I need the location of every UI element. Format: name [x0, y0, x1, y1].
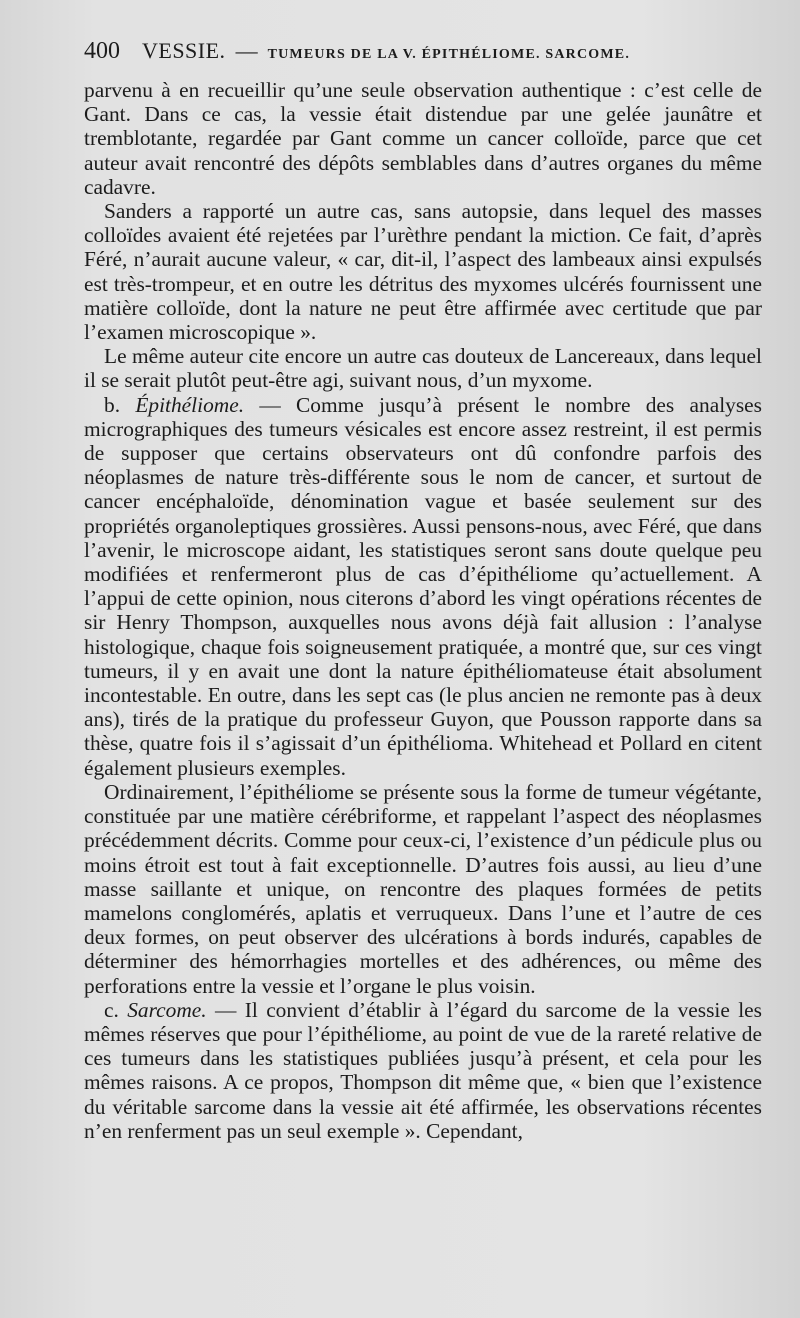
section-title: Sarcome. — [127, 997, 207, 1022]
running-title: VESSIE. — [142, 38, 226, 63]
page-number: 400 — [84, 38, 120, 64]
section-sarcome: c. Sarcome. — Il convient d’établir à l’égard du sarcome de la vessie les mêmes réserves que pour l’épithéliome, au point de vue de la rareté relative de ces tumeurs dans les statistiques publiées jusqu’à présent, et cela pour les mêmes raisons. A ce propos, Thompson dit même que, « bien que l’existence du véritable sarcome dans la vessie ait été affirmée, les observations récentes n’en renferment pas un seul exemple ». Cependant, — [84, 997, 762, 1143]
section-label: b. — [104, 392, 121, 417]
paragraph-sanders: Sanders a rapporté un autre cas, sans autopsie, dans lequel des masses colloïdes avaient été rejetées par l’urèthre pendant la miction. Ce fait, d’après Féré, n’aurait aucune valeur, « car, dit-il, l’aspect des lambeaux ainsi expulsés est très-trompeur, et en outre les détritus des myxomes ulcérés fournissent une matière colloïde, dont la nature ne peut être affirmée avec certitude que par l’examen microscopique ». — [84, 199, 762, 345]
paragraph-lancereaux: Le même auteur cite encore un autre cas douteux de Lancereaux, dans lequel il se serait plutôt peut-être agi, suivant nous, d’un myxome. — [84, 344, 762, 393]
body-text — [84, 78, 762, 1143]
section-title: Épithéliome. — [135, 392, 245, 417]
paragraph-continuation: parvenu à en recueillir qu’une seule observation authentique : c’est celle de Gant. Dans ce cas, la vessie était distendue par une gelée jaunâtre et tremblotante, regardée par Gant comme un cancer colloïde, parce que cet auteur avait rencontré des dépôts semblables dans d’autres organes du même cadavre. — [84, 78, 762, 199]
section-epitheliome: b. Épithéliome. — Comme jusqu’à présent le nombre des analyses micrographiques des tumeurs vésicales est encore assez restreint, il est permis de supposer que certains observateurs ont dû confondre parfois des néoplasmes de nature très-différente sous le nom de cancer, et surtout de cancer encéphaloïde, dénomination vague et basée seulement sur des propriétés organoleptiques grossières. Aussi pensons-nous, avec Féré, que dans l’avenir, le microscope aidant, les statistiques seront sans doute quelque peu modifiées et renfermeront plus de cas d’épithéliome qu’actuellement. A l’appui de cette opinion, nous citerons d’abord les vingt opérations récentes de sir Henry Thompson, auxquelles nous avons déjà fait allusion : l’analyse histologique, chaque fois soigneusement pratiquée, a montré que, sur ces vingt tumeurs, il y en avait une dont la nature épithéliomateuse était absolument incontestable. En outre, dans les sept cas (le plus ancien ne remonte pas à deux ans), tirés de la pratique du professeur Guyon, que Pousson rapporte dans sa thèse, quatre fois il s’agissait d’un épithélioma. Whitehead et Pollard en citent également plusieurs exemples. — [84, 392, 762, 780]
running-subtitle: TUMEURS DE LA V. ÉPITHÉLIOME. SARCOME. — [267, 47, 631, 62]
paragraph-forms: Ordinairement, l’épithéliome se présente sous la forme de tumeur végétante, constituée par une matière cérébriforme, et rappelant l’aspect des néoplasmes précédemment décrits. Comme pour ceux-ci, l’existence d’un pédicule plus ou moins étroit est tout à fait exceptionnelle. D’autres fois aussi, au lieu d’une masse saillante et unique, on rencontre des plaques formées de petits mamelons conglomérés, aplatis et verruqueux. Dans l’une et l’autre de ces deux formes, on peut observer des ulcérations à bords indurés, capables de déterminer des hémorrhagies mortelles et des adhérences, ou même des perforations entre la vessie et l’organe le plus voisin. — [84, 779, 762, 998]
section-label: c. — [104, 997, 119, 1022]
running-head — [84, 38, 762, 74]
running-head-dash: — — [235, 38, 258, 63]
